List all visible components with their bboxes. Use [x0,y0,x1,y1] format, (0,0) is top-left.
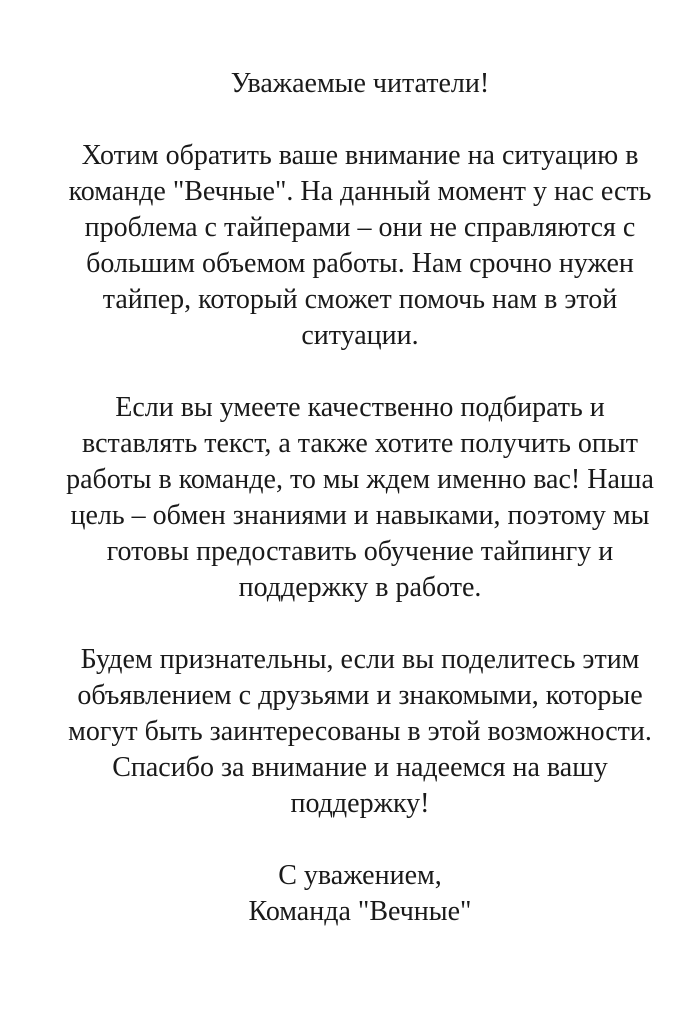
paragraph-1 [40,138,680,354]
paragraph-line: ситуации. [301,320,419,351]
paragraph-line: проблема с тайперами – они не справляются с [84,212,636,243]
paragraph-line: цель – обмен знаниями и навыками, поэтому мы [70,500,650,531]
paragraph-line: поддержку в работе. [238,572,482,603]
paragraph-line: команде "Вечные". На данный момент у нас есть [68,176,652,207]
paragraph-line: готовы предоставить обучение тайпингу и [106,536,614,567]
paragraph-line: работы в команде, то мы ждем именно вас! Наша [66,464,654,495]
paragraph-line: поддержку! [290,788,430,819]
signature-line: Команда "Вечные" [248,896,472,927]
closing-block [40,858,680,930]
paragraph-2 [40,390,680,606]
paragraph-line: Будем признательны, если вы поделитесь этим [80,644,640,675]
paragraph-line: Хотим обратить ваше внимание на ситуацию в [81,140,639,171]
paragraph-3 [40,642,680,822]
paragraph-line: Спасибо за внимание и надеемся на вашу [112,752,608,783]
paragraph-line: могут быть заинтересованы в этой возможности. [68,716,652,747]
paragraph-line: Если вы умеете качественно подбирать и [115,392,605,423]
paragraph-line: объявлением с друзьями и знакомыми, которые [77,680,643,711]
paragraph-line: вставлять текст, а также хотите получить опыт [82,428,638,459]
greeting-line: Уважаемые читатели! [230,68,490,99]
greeting [40,66,680,102]
paragraph-line: тайпер, который сможет помочь нам в этой [102,284,618,315]
paragraph-line: большим объемом работы. Нам срочно нужен [86,248,634,279]
closing-line: С уважением, [278,860,442,891]
